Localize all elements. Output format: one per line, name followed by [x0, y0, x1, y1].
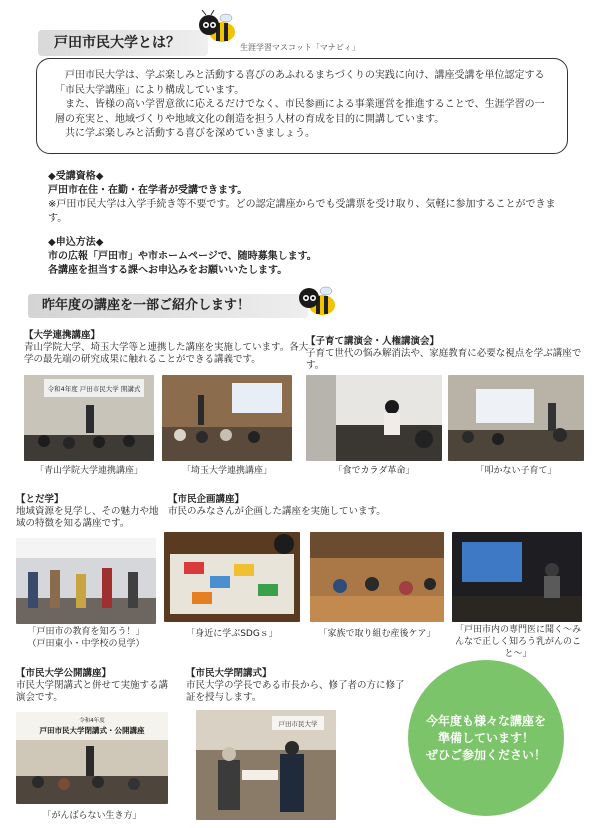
university-category: [24, 330, 314, 366]
intro-paragraph-2: また、皆様の高い学習意欲に応えるだけでなく、市民参画による事業運営を推進することで、生涯学習の一層の充実と、地域づくりや地域文化の創造を担う人材の育成を目的に開講しています。: [55, 99, 545, 125]
photo-sdgs: [164, 532, 300, 622]
photo-saitama: [162, 375, 292, 461]
caption-saitama: 「埼玉大学連携講座」: [181, 466, 272, 476]
caption-no-hitting: 「叩かない子育て」: [475, 466, 557, 476]
qualification-heading: ◆受講資格◆: [48, 171, 104, 182]
citizen-desc: 市民のみなさんが企画した講座を実施しています。: [168, 506, 386, 517]
university-desc: 青山学院大学、埼玉大学等と連携した講座を実施しています。各大学の最先端の研究成果に触れることができる講義です。: [24, 342, 309, 365]
photo-closing-ceremony: [196, 710, 336, 820]
photo-no-hitting: [448, 375, 584, 461]
closing-category: [186, 668, 406, 704]
closing-title: 【市民大学閉講式】: [186, 668, 272, 679]
caption-school-visit: 「戸田市の教育を知ろう！」: [27, 627, 145, 637]
intro-paragraph-3: 共に学ぶ楽しみと活動する喜びを深めていきましょう。: [65, 128, 315, 139]
photo-breast-cancer: [452, 532, 582, 622]
photo-aoyama: [24, 375, 154, 461]
application-section: [48, 236, 563, 278]
caption-postpartum: 「家族で取り組む産後ケア」: [318, 629, 436, 639]
callout-line-3: ぜひご参加ください！: [425, 747, 546, 762]
caption-sdgs: 「身近に学ぶSDGｓ」: [186, 629, 278, 639]
courses-banner: 昨年度の講座を一部ご紹介します！: [28, 294, 308, 318]
qualification-note: ※戸田市民大学は入学手続き等不要です。どの認定講座からでも受講票を受け取り、気軽に参加することができます。: [48, 199, 556, 224]
citizen-title: 【市民企画講座】: [168, 494, 245, 505]
intro-paragraph-1: 戸田市民大学は、学ぶ楽しみと活動する喜びのあふれるまちづくりの実践に向け、講座受講を単位認定する「市民大学講座」により構成しています。: [55, 70, 545, 96]
caption-food: 「食でカラダ革命」: [333, 466, 415, 476]
callout-line-2: 準備しています！: [437, 730, 534, 745]
sign-big: 戸田市民大学閉講式・公開講座: [39, 726, 145, 735]
caption-aoyama: 「青山学院大学連携講座」: [34, 466, 143, 476]
application-line-1: 市の広報「戸田市」や市ホームページで、随時募集します。: [48, 251, 317, 262]
page-title: 戸田市民大学とは？: [38, 30, 208, 56]
open-lecture-desc: 市民大学閉講式と併せて実施する講演会です。: [16, 680, 169, 703]
open-lecture-category: [16, 668, 174, 704]
caption-school-visit-sub: （戸田東小・中学校の見学）: [27, 639, 145, 649]
intro-box: [36, 58, 568, 154]
bee-mascot-icon: [196, 10, 238, 46]
qualification-section: [48, 170, 563, 226]
university-title: 【大学連携講座】: [24, 330, 101, 341]
bee-mascot-icon: [296, 283, 338, 319]
sign-small: 令和4年度: [79, 718, 105, 724]
photo-open-lecture: [16, 712, 168, 804]
closing-banner-text: 戸田市民大学: [278, 720, 318, 728]
qualification-main: 戸田市在住・在勤・在学者が受講できます。: [48, 185, 248, 196]
parenting-desc: 子育て世代の悩み解消法や、家庭教育に必要な視点を学ぶ講座です。: [306, 348, 582, 371]
application-line-2: 各講座を担当する課へお申込みをお願いいたします。: [48, 265, 288, 276]
slide-text: 令和4年度 戸田市民大学 開講式: [47, 385, 141, 393]
invitation-callout: [408, 660, 564, 816]
citizen-category: [168, 494, 468, 518]
todagaku-title: 【とだ学】: [16, 494, 64, 505]
mascot-caption: 生涯学習マスコット「マナビィ」: [240, 43, 360, 52]
closing-desc: 市民大学の学長である市長から、修了者の方に修了証を授与します。: [186, 680, 405, 703]
photo-postpartum: [310, 532, 444, 622]
caption-breast-cancer: 「戸田市内の専門医に聞く～みんなで正しく知ろう乳がんのこと～」: [454, 625, 581, 659]
caption-open-lecture: 「がんばらない生き方」: [42, 811, 142, 821]
application-heading: ◆申込方法◆: [48, 237, 104, 248]
photo-food: [306, 375, 442, 461]
callout-line-1: 今年度も様々な講座を: [425, 713, 546, 728]
parenting-category: [306, 336, 586, 372]
todagaku-category: [16, 494, 166, 530]
open-lecture-title: 【市民大学公開講座】: [16, 668, 112, 679]
parenting-title: 【子育て講演会・人権講演会】: [306, 336, 440, 347]
todagaku-desc: 地域資源を見学し、その魅力や地域の特徴を知る講座です。: [16, 506, 159, 529]
photo-school-visit: [16, 538, 156, 624]
